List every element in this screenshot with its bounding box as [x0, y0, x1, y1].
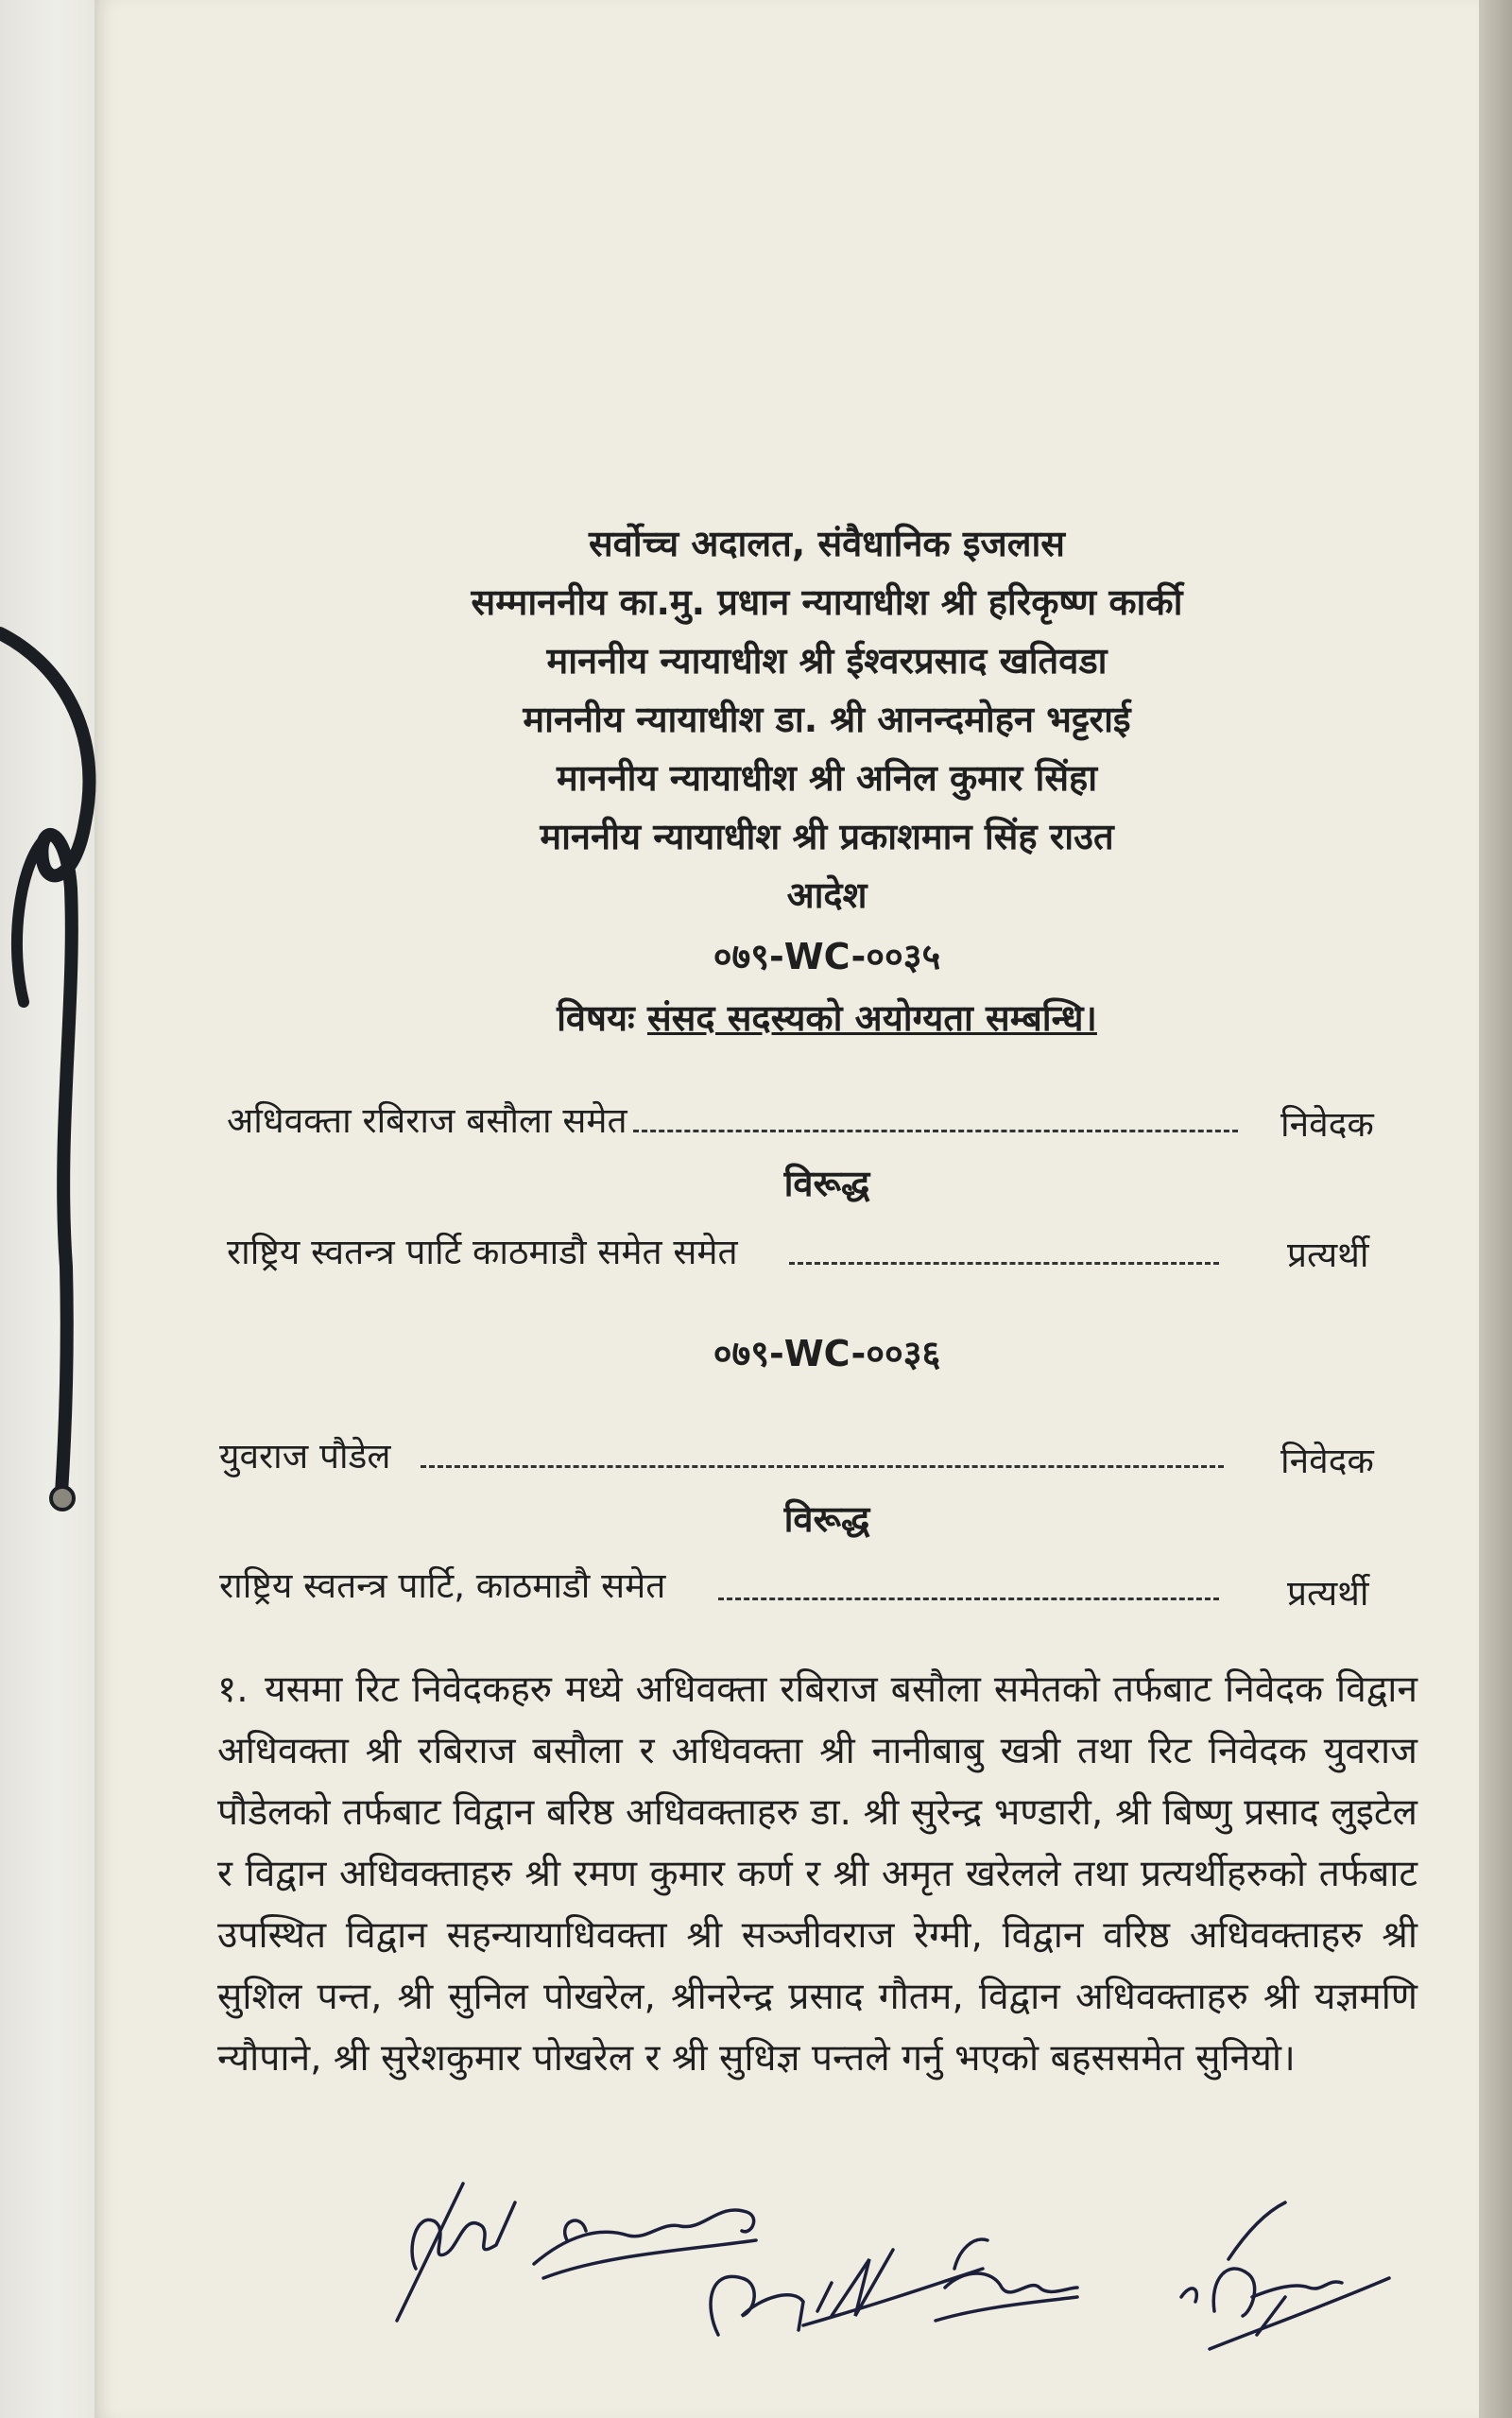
case1-respondent: राष्ट्रिय स्वतन्त्र पार्टि काठमाडौ समेत समेत — [227, 1232, 738, 1272]
paragraph-text: यसमा रिट निवेदकहरु मध्ये अधिवक्ता रबिराज बसौला समेतको तर्फबाट निवेदक विद्वान अधिवक्ता श्री रबिराज बसौला र अधिवक्ता श्री नानीबाबु खत्री तथा रिट निवेदक युवराज पौडेलको तर्फबाट विद्वान बरिष्ठ अधिवक्ताहरु डा. श्री सुरेन्द्र भण्डारी, श्री बिष्णु प्रसाद लुइटेल र विद्वान अधिवक्ताहरु श्री रमण कुमार कर्ण र श्री अमृत खरेलले तथा प्रत्यर्थीहरुको तर्फबाट उपस्थित विद्वान सहन्यायाधिवक्ता श्री सञ्जीवराज रेग्मी, विद्वान वरिष्ठ अधिवक्ताहरु श्री सुशिल पन्त, श्री सुनिल पोखरेल, श्रीनरेन्द्र प्रसाद गौतम, विद्वान अधिवक्ताहरु श्री यज्ञमणि न्यौपाने, श्री सुरेशकुमार पोखरेल र श्री सुधिज्ञ पन्तले गर्नु भएको बहससमेत सुनियो। — [217, 1668, 1418, 2080]
case2-respondent-role: प्रत्यर्थी — [1287, 1573, 1369, 1614]
right-background-edge — [1479, 0, 1512, 2418]
case-number-2: ०७९-WC-००३६ — [713, 1333, 941, 1374]
subject-label: विषयः — [557, 997, 635, 1039]
case1-petitioner: अधिवक्ता रबिराज बसौला समेत — [227, 1100, 627, 1141]
signature-2 — [534, 2210, 756, 2278]
judges-signatures — [378, 2146, 1418, 2363]
paragraph-number: १. — [217, 1668, 249, 1711]
binding-string — [0, 605, 132, 1550]
case2-petitioner-role: निवेदक — [1280, 1441, 1374, 1481]
signature-3 — [711, 2250, 983, 2335]
case-number-1: ०७९-WC-००३५ — [713, 936, 941, 977]
bench-judge-1: सम्माननीय का.मु. प्रधान न्यायाधीश श्री हरिकृष्ण कार्की — [471, 581, 1183, 623]
case2-versus: विरूद्ध — [783, 1498, 870, 1540]
order-paragraph — [217, 1659, 1418, 2089]
signature-1 — [397, 2184, 515, 2321]
bench-judge-5: माननीय न्यायाधीश श्री प्रकाशमान सिंह राउत — [540, 816, 1114, 857]
bench-judge-4: माननीय न्यायाधीश श्री अनिल कुमार सिंहा — [556, 757, 1098, 799]
case1-petitioner-role: निवेदक — [1280, 1104, 1374, 1145]
bench-judge-2: माननीय न्यायाधीश श्री ईश्वरप्रसाद खतिवडा — [546, 640, 1108, 682]
case1-respondent-role: प्रत्यर्थी — [1287, 1235, 1369, 1275]
signature-5 — [1181, 2202, 1389, 2349]
subject-line — [236, 993, 1418, 1042]
bench-judge-3: माननीय न्यायाधीश डा. श्री आनन्दमोहन भट्टराई — [523, 699, 1131, 740]
order-title: आदेश — [786, 874, 868, 916]
case1-versus: विरूद्ध — [783, 1163, 870, 1204]
case2-respondent-dashes — [718, 1598, 1219, 1600]
subject-text: संसद सदस्यको अयोग्यता सम्बन्धि। — [646, 997, 1097, 1039]
case1-petitioner-dashes — [633, 1130, 1238, 1132]
case2-petitioner: युवराज पौडेल — [219, 1436, 391, 1477]
case2-respondent: राष्ट्रिय स्वतन्त्र पार्टि, काठमाडौ समेत — [219, 1565, 666, 1606]
case1-respondent-dashes — [789, 1262, 1219, 1265]
court-title: सर्वोच्च अदालत, संवैधानिक इजलास — [588, 523, 1065, 564]
signature-4 — [936, 2239, 1077, 2321]
case2-petitioner-dashes — [421, 1465, 1224, 1468]
